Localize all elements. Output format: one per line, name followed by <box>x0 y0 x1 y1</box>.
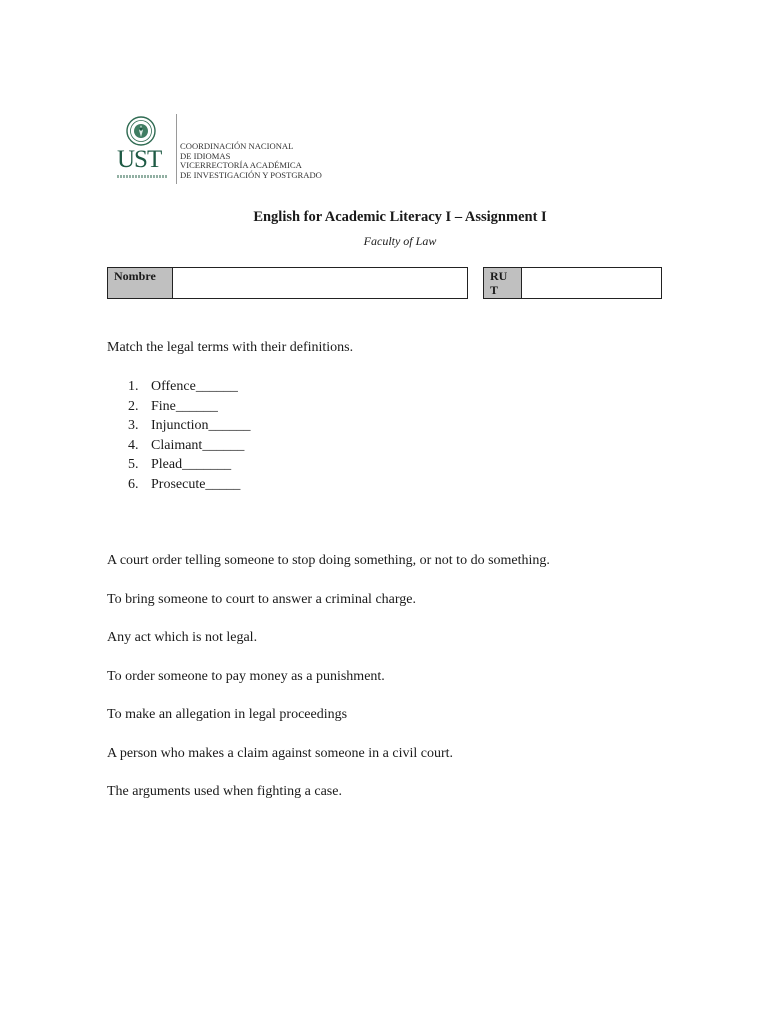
logo-wordmark: UST <box>117 146 162 173</box>
definitions-list <box>107 552 550 822</box>
logo-tagline-strip <box>117 175 167 178</box>
rut-field[interactable] <box>521 267 662 299</box>
logo-emblem <box>108 112 172 186</box>
term-item <box>128 475 251 495</box>
seal-icon <box>126 116 156 146</box>
term-number: 3. <box>128 418 139 433</box>
definition-item: To make an allegation in legal proceedings <box>107 707 348 722</box>
term-text: Injunction______ <box>151 418 251 433</box>
term-number: 2. <box>128 398 139 414</box>
term-number: 4. <box>128 437 139 453</box>
term-text: Prosecute_____ <box>151 476 241 492</box>
definition-item: The arguments used when fighting a case. <box>107 784 342 799</box>
definition-item: To bring someone to court to answer a criminal charge. <box>107 591 416 607</box>
logo-divider <box>176 114 177 184</box>
term-item <box>128 455 251 475</box>
rut-label: RUT <box>483 267 522 299</box>
term-text: Plead_______ <box>151 457 232 472</box>
exercise-instructions: Match the legal terms with their definitions. <box>107 340 354 355</box>
logo-line: VICERRECTORÍA ACADÉMICA <box>180 160 302 171</box>
term-number: 6. <box>128 476 139 492</box>
logo-line: COORDINACIÓN NACIONAL <box>180 141 294 151</box>
document-title: English for Academic Literacy I – Assignment I <box>253 209 547 225</box>
definition-item: A person who makes a claim against someone in a civil court. <box>107 745 454 761</box>
term-text: Offence______ <box>151 379 238 394</box>
terms-list <box>128 377 251 494</box>
definition-item: To order someone to pay money as a punishment. <box>107 668 385 684</box>
name-field[interactable] <box>172 267 468 299</box>
logo-line: DE IDIOMAS <box>180 150 231 161</box>
definition-item: A court order telling someone to stop doing something, or not to do something. <box>107 553 550 568</box>
term-number: 5. <box>128 457 139 472</box>
name-label: Nombre <box>107 267 173 299</box>
term-item <box>128 436 251 456</box>
document-subtitle: Faculty of Law <box>363 234 437 248</box>
logo-line: DE INVESTIGACIÓN Y POSTGRADO <box>180 169 322 180</box>
term-item <box>128 377 251 397</box>
term-text: Fine______ <box>151 398 218 414</box>
university-logo <box>108 112 332 186</box>
definition-item: Any act which is not legal. <box>107 630 258 645</box>
logo-institution-text <box>180 142 322 180</box>
term-text: Claimant______ <box>151 437 245 453</box>
term-item <box>128 397 251 417</box>
term-item <box>128 416 251 436</box>
term-number: 1. <box>128 379 139 394</box>
